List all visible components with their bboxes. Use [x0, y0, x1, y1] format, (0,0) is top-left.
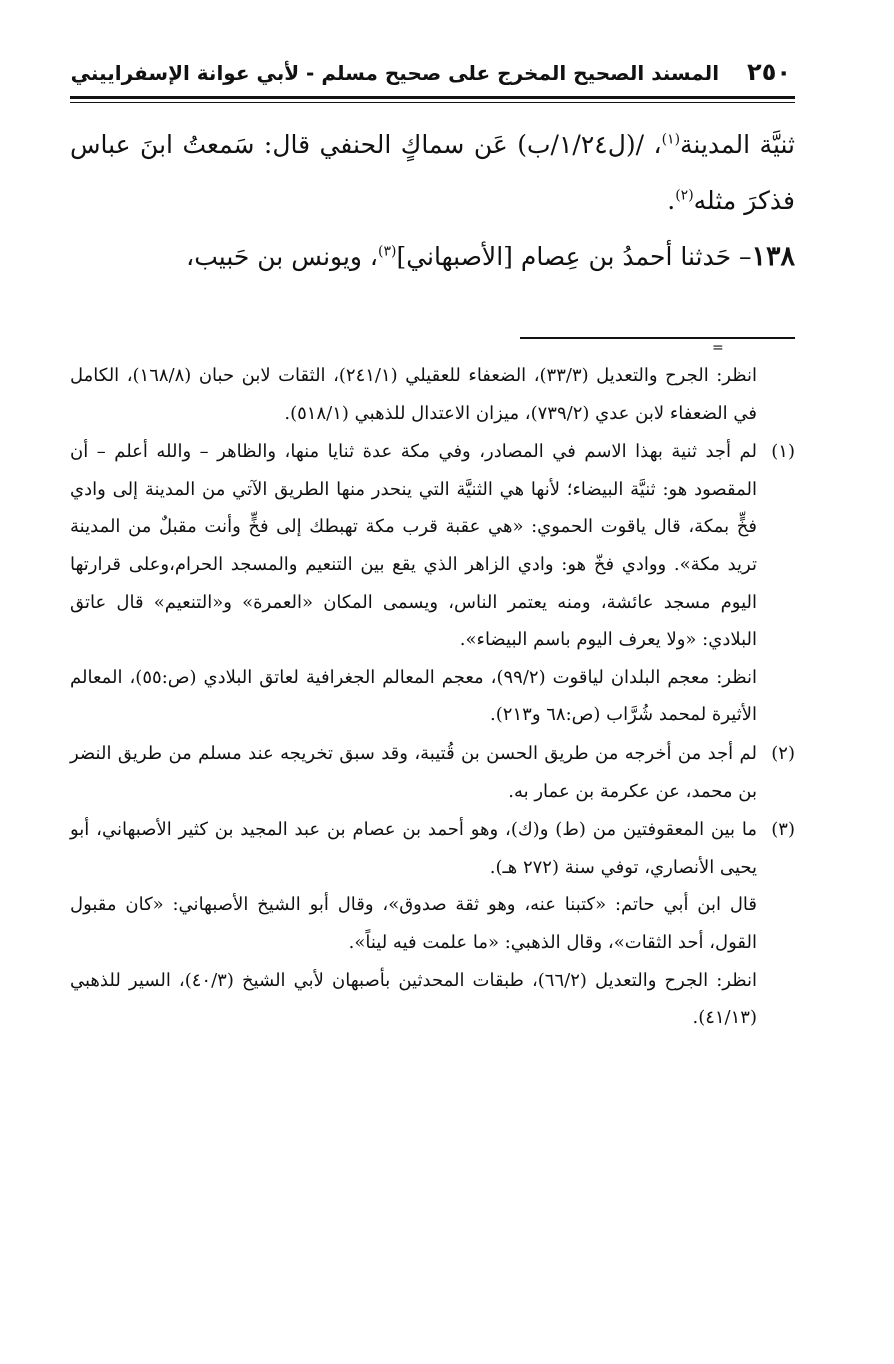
- footnote-ref-2: (٢): [675, 187, 694, 204]
- footnote-number: (٢): [771, 742, 795, 764]
- main-paragraph-2: [70, 229, 795, 285]
- main-text: [70, 117, 795, 285]
- footnote-separator: [520, 337, 795, 339]
- footnote-number: (٣): [771, 819, 795, 841]
- text-run: – حَدثنا أحمدُ بن عِصام [الأصبهاني]: [396, 242, 752, 271]
- header-rule-thick: [70, 96, 795, 99]
- hadith-number: ١٣٨: [751, 241, 795, 272]
- text-run: .: [667, 186, 676, 215]
- footnote-paragraph: انظر: معجم البلدان لياقوت (٩٩/٢)، معجم المعالم الجغرافية لعاتق البلادي (ص:٥٥)، المعالم الأثيرة لمحمد شُرَّاب (ص:٦٨ و٢١٣).: [70, 666, 758, 726]
- book-title: المسند الصحيح المخرج على صحيح مسلم - لأبي عوانة الإسفراييني: [70, 61, 720, 85]
- footnote-ref-3: (٣): [378, 243, 397, 260]
- text-run: ثنيَّة المدينة: [680, 130, 795, 159]
- footnote-paragraph: لم أجد ثنية بهذا الاسم في المصادر، وفي مكة عدة ثنايا منها، والظاهر – والله أعلم – أن المقصود هو: ثنيَّة البيضاء؛ لأنها هي الثنيَّة التي ينحدر منها الطريق الآتي من المدينة إلى وادي فخٍّ بمكة، قال ياقوت الحموي: «هي عقبة قرب مكة تهبطك إلى فخٍّ وأنت مقبلٌ من المدينة تريد مكة». ووادي فخّ هو: وادي الزاهر الذي يقع بين التنعيم والمسجد الحرام،وعلى قرارتها اليوم مسجد عائشة، ومنه يعتمر الناس، ويسمى المكان «العمرة» و«التنعيم» قال عاتق البلادي: «ولا يعرف اليوم باسم البيضاء».: [70, 441, 757, 651]
- text-run: ، /(ل١/٢٤/ب) عَن سماكٍ الحنفي قال: سَمعتُ ابنَ عباس فذكرَ مثله: [70, 130, 795, 215]
- footnote-2: [70, 735, 795, 810]
- page-number: ٢٥٠: [747, 58, 791, 86]
- footnote-continuation: انظر: الجرح والتعديل (٣٣/٣)، الضعفاء للعقيلي (٢٤١/١)، الثقات لابن حبان (١٦٨/٨)، الكامل في الضعفاء لابن عدي (٧٣٩/٢)، ميزان الاعتدال للذهبي (٥١٨/١).: [70, 365, 758, 424]
- footnote-content: [70, 433, 757, 734]
- footnote-paragraph: انظر: الجرح والتعديل (٦٦/٢)، طبقات المحدثين بأصبهان لأبي الشيخ (٤٠/٣)، السير للذهبي (٤١/١٣).: [70, 969, 758, 1029]
- footnote-number: (١): [771, 441, 795, 463]
- header-rule-thin: [70, 102, 795, 103]
- footnote-1: [70, 433, 795, 734]
- footnote-3: [70, 811, 795, 1037]
- footnote-content: [70, 811, 757, 1037]
- footnote-content: [70, 735, 757, 810]
- text-run: ، ويونس بن حَبيب،: [186, 242, 378, 271]
- footnote-ref-1: (١): [661, 131, 681, 148]
- book-page: [70, 58, 795, 1037]
- footnote-paragraph: قال ابن أبي حاتم: «كتبنا عنه، وهو ثقة صدوق»، وقال أبو الشيخ الأصبهاني: «كان مقبول القول، أحد الثقات»، وقال الذهبي: «ما علمت فيه ليناً».: [70, 894, 757, 953]
- footnote-continuation-mark: =: [712, 340, 724, 356]
- footnote-paragraph: ما بين المعقوفتين من (ط) و(ك)، وهو أحمد بن عصام بن عبد المجيد بن كثير الأصبهاني، أبو يحيى الأنصاري، توفي سنة (٢٧٢ هـ).: [70, 819, 757, 878]
- main-paragraph-1: [70, 117, 795, 229]
- footnote-paragraph: لم أجد من أخرجه من طريق الحسن بن قُتيبة، وقد سبق تخريجه عند مسلم من طريق النضر بن محمد، عن عكرمة بن عمار به.: [70, 742, 757, 802]
- running-header: [70, 58, 795, 94]
- footnotes: [70, 357, 795, 1037]
